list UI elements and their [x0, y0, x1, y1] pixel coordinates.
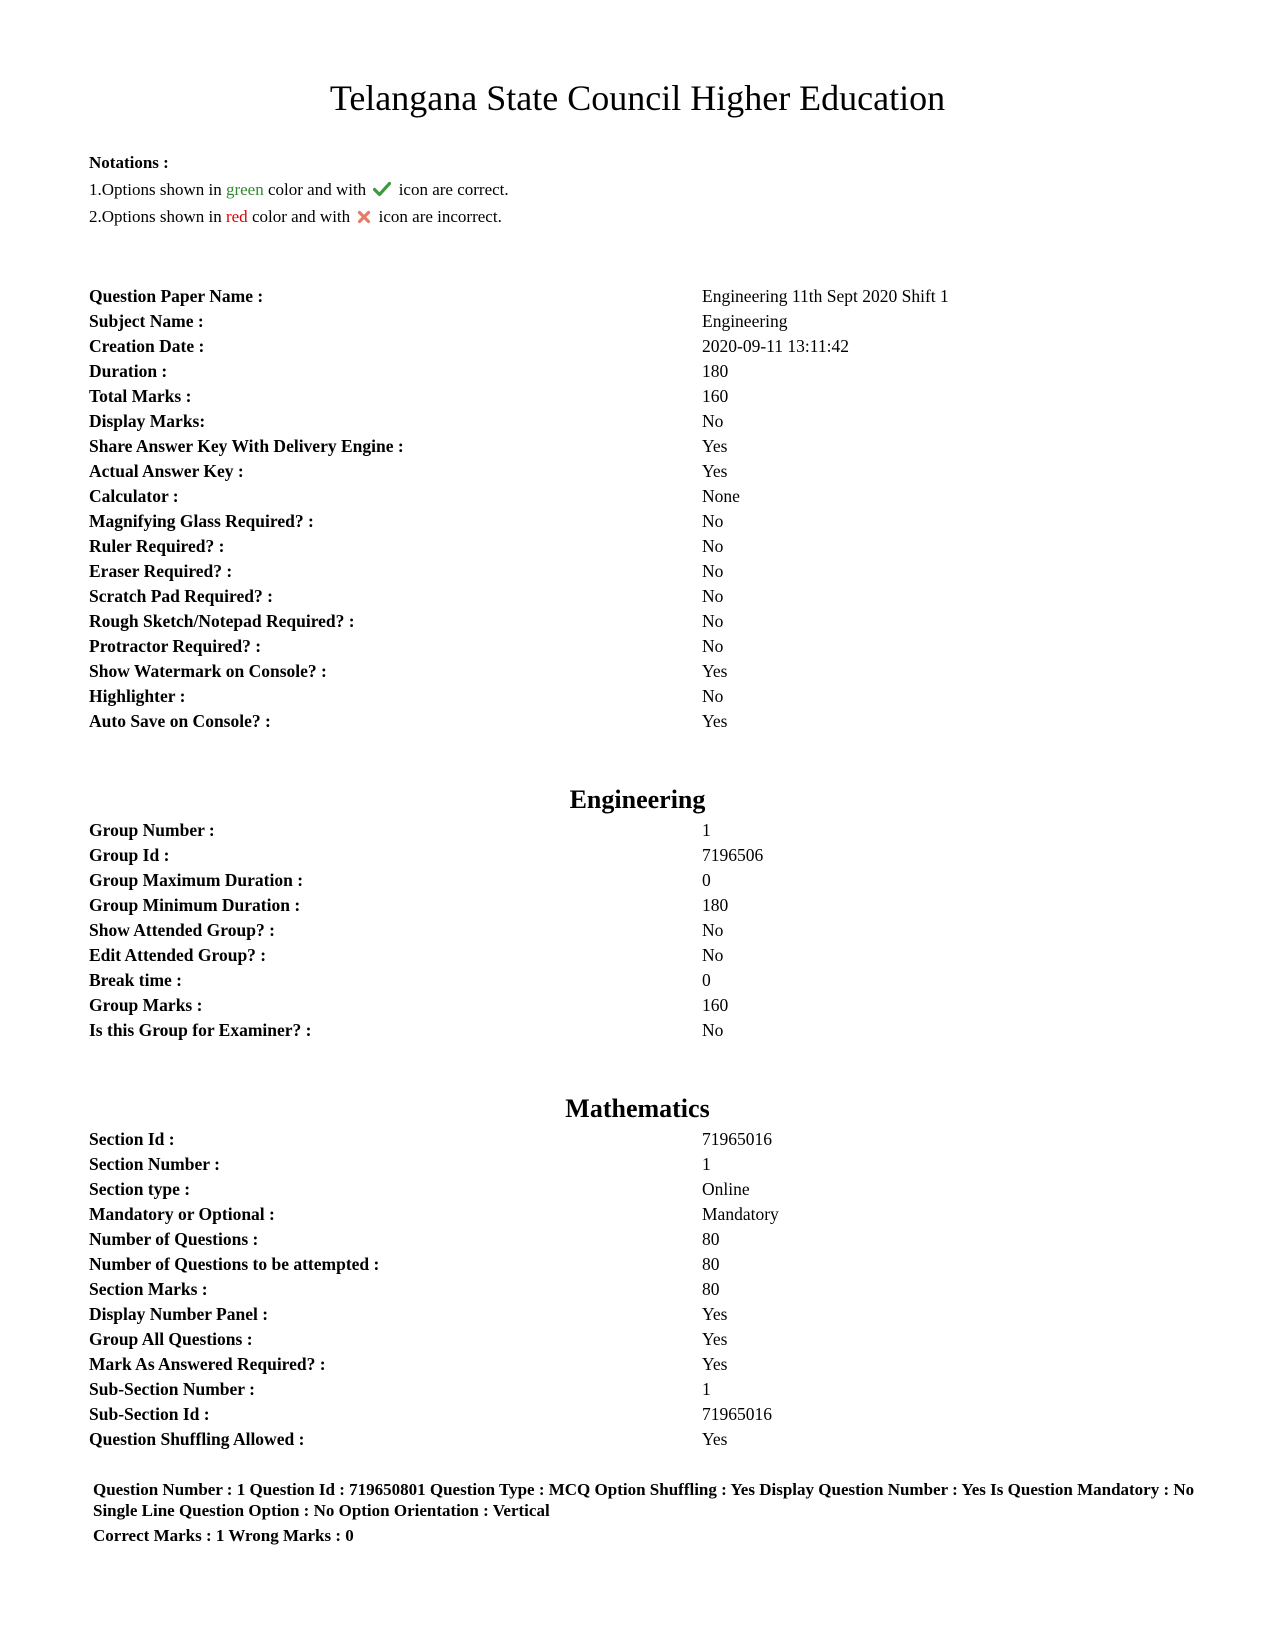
- notation-correct-suffix: icon are correct.: [398, 180, 509, 199]
- info-row: [89, 1352, 1189, 1377]
- paper-info-table: [89, 284, 1189, 734]
- info-row: [89, 943, 1189, 968]
- info-value: No: [702, 636, 724, 656]
- info-row: [89, 534, 1189, 559]
- info-row: [89, 1202, 1189, 1227]
- info-label: Eraser Required? :: [89, 561, 233, 581]
- info-value: No: [702, 920, 724, 940]
- info-label: Display Marks:: [89, 411, 206, 431]
- info-label: Share Answer Key With Delivery Engine :: [89, 436, 404, 456]
- notation-correct-middle: color and with: [267, 180, 367, 199]
- notation-incorrect-color-word: red: [225, 207, 248, 226]
- notation-correct: [89, 176, 509, 203]
- info-row: [89, 359, 1189, 384]
- info-row: [89, 818, 1189, 843]
- info-label: Group All Questions :: [89, 1329, 253, 1349]
- info-row: [89, 459, 1189, 484]
- info-row: [89, 1302, 1189, 1327]
- info-row: [89, 284, 1189, 309]
- info-row: [89, 1402, 1189, 1427]
- info-value: 80: [702, 1229, 720, 1249]
- info-row: [89, 1177, 1189, 1202]
- section-heading: Mathematics: [565, 1094, 710, 1123]
- notations: [89, 150, 509, 230]
- notation-incorrect-suffix: icon are incorrect.: [378, 207, 502, 226]
- info-label: Group Maximum Duration :: [89, 870, 304, 890]
- info-value: Online: [702, 1179, 750, 1199]
- info-row: [89, 993, 1189, 1018]
- info-value: No: [702, 511, 724, 531]
- info-value: 1: [702, 1154, 711, 1174]
- group-info-table: [89, 818, 1189, 1043]
- info-value: Yes: [702, 1429, 728, 1449]
- info-row: [89, 1277, 1189, 1302]
- info-value: 160: [702, 386, 729, 406]
- info-label: Mark As Answered Required? :: [89, 1354, 326, 1374]
- info-value: Mandatory: [702, 1204, 779, 1224]
- info-row: [89, 1127, 1189, 1152]
- info-value: Engineering 11th Sept 2020 Shift 1: [702, 286, 949, 306]
- info-value: Engineering: [702, 311, 788, 331]
- info-row: [89, 893, 1189, 918]
- notation-incorrect-middle: color and with: [251, 207, 351, 226]
- page-title: Telangana State Council Higher Education: [329, 78, 946, 118]
- info-label: Question Shuffling Allowed :: [89, 1429, 305, 1449]
- info-label: Question Paper Name :: [89, 286, 264, 306]
- info-label: Creation Date :: [89, 336, 205, 356]
- info-value: 160: [702, 995, 729, 1015]
- info-label: Group Number :: [89, 820, 215, 840]
- info-row: [89, 659, 1189, 684]
- info-row: [89, 918, 1189, 943]
- info-label: Show Attended Group? :: [89, 920, 275, 940]
- info-row: [89, 968, 1189, 993]
- info-value: No: [702, 536, 724, 556]
- info-row: [89, 709, 1189, 734]
- info-label: Section type :: [89, 1179, 191, 1199]
- info-row: [89, 868, 1189, 893]
- info-label: Edit Attended Group? :: [89, 945, 267, 965]
- info-value: 7196506: [702, 845, 764, 865]
- info-label: Sub-Section Number :: [89, 1379, 255, 1399]
- info-label: Number of Questions to be attempted :: [89, 1254, 380, 1274]
- info-label: Highlighter :: [89, 686, 186, 706]
- notation-correct-color-word: green: [225, 180, 264, 199]
- info-value: 1: [702, 820, 711, 840]
- info-label: Display Number Panel :: [89, 1304, 269, 1324]
- info-label: Auto Save on Console? :: [89, 711, 271, 731]
- info-label: Rough Sketch/Notepad Required? :: [89, 611, 355, 631]
- info-row: [89, 1377, 1189, 1402]
- info-value: 2020-09-11 13:11:42: [702, 336, 849, 356]
- info-label: Magnifying Glass Required? :: [89, 511, 314, 531]
- info-label: Group Marks :: [89, 995, 203, 1015]
- info-value: 180: [702, 895, 729, 915]
- info-row: [89, 1227, 1189, 1252]
- question-meta: [93, 1479, 1203, 1546]
- info-row: [89, 384, 1189, 409]
- info-label: Mandatory or Optional :: [89, 1204, 275, 1224]
- notations-heading: Notations :: [89, 153, 169, 172]
- info-label: Section Id :: [89, 1129, 175, 1149]
- info-value: Yes: [702, 461, 728, 481]
- info-value: 71965016: [702, 1129, 772, 1149]
- info-value: 180: [702, 361, 729, 381]
- info-row: [89, 484, 1189, 509]
- info-row: [89, 584, 1189, 609]
- info-value: Yes: [702, 711, 728, 731]
- info-row: [89, 1327, 1189, 1352]
- info-value: Yes: [702, 1354, 728, 1374]
- info-label: Break time :: [89, 970, 182, 990]
- info-value: No: [702, 586, 724, 606]
- info-label: Duration :: [89, 361, 168, 381]
- info-value: 0: [702, 970, 711, 990]
- info-row: [89, 509, 1189, 534]
- info-row: [89, 684, 1189, 709]
- check-icon: [373, 178, 391, 205]
- info-label: Number of Questions :: [89, 1229, 259, 1249]
- info-label: Group Id :: [89, 845, 170, 865]
- info-label: Sub-Section Id :: [89, 1404, 210, 1424]
- info-label: Subject Name :: [89, 311, 204, 331]
- info-row: [89, 309, 1189, 334]
- info-value: None: [702, 486, 740, 506]
- info-value: 71965016: [702, 1404, 772, 1424]
- info-value: 80: [702, 1254, 720, 1274]
- info-label: Section Marks :: [89, 1279, 208, 1299]
- info-value: 1: [702, 1379, 711, 1399]
- info-value: No: [702, 411, 724, 431]
- info-row: [89, 609, 1189, 634]
- notation-correct-prefix: 1.Options shown in: [89, 180, 222, 199]
- info-row: [89, 1252, 1189, 1277]
- section-info-table: [89, 1127, 1189, 1452]
- info-value: No: [702, 686, 724, 706]
- cross-icon: [357, 205, 371, 232]
- info-row: [89, 334, 1189, 359]
- info-value: Yes: [702, 1329, 728, 1349]
- info-row: [89, 1018, 1189, 1043]
- info-value: No: [702, 561, 724, 581]
- info-row: [89, 843, 1189, 868]
- info-value: 0: [702, 870, 711, 890]
- info-value: 80: [702, 1279, 720, 1299]
- info-row: [89, 1427, 1189, 1452]
- question-marks: Correct Marks : 1 Wrong Marks : 0: [93, 1526, 354, 1545]
- info-value: Yes: [702, 436, 728, 456]
- info-label: Group Minimum Duration :: [89, 895, 301, 915]
- info-value: No: [702, 611, 724, 631]
- info-label: Ruler Required? :: [89, 536, 225, 556]
- info-value: No: [702, 1020, 724, 1040]
- info-row: [89, 434, 1189, 459]
- question-meta-text: Question Number : 1 Question Id : 719650801 Question Type : MCQ Option Shuffling : Yes Display Question Number : Yes Is Question Mandatory : No Single Line Question Option : No Option Orientation : Vertical: [93, 1480, 1195, 1520]
- info-value: Yes: [702, 661, 728, 681]
- info-label: Protractor Required? :: [89, 636, 262, 656]
- info-row: [89, 409, 1189, 434]
- info-value: No: [702, 945, 724, 965]
- group-heading: Engineering: [569, 785, 706, 814]
- info-row: [89, 634, 1189, 659]
- info-label: Total Marks :: [89, 386, 192, 406]
- info-value: Yes: [702, 1304, 728, 1324]
- notation-incorrect: [89, 203, 509, 230]
- info-label: Section Number :: [89, 1154, 220, 1174]
- info-label: Calculator :: [89, 486, 179, 506]
- info-label: Scratch Pad Required? :: [89, 586, 273, 606]
- notation-incorrect-prefix: 2.Options shown in: [89, 207, 222, 226]
- info-row: [89, 559, 1189, 584]
- info-label: Actual Answer Key :: [89, 461, 244, 481]
- info-row: [89, 1152, 1189, 1177]
- info-label: Show Watermark on Console? :: [89, 661, 327, 681]
- info-label: Is this Group for Examiner? :: [89, 1020, 312, 1040]
